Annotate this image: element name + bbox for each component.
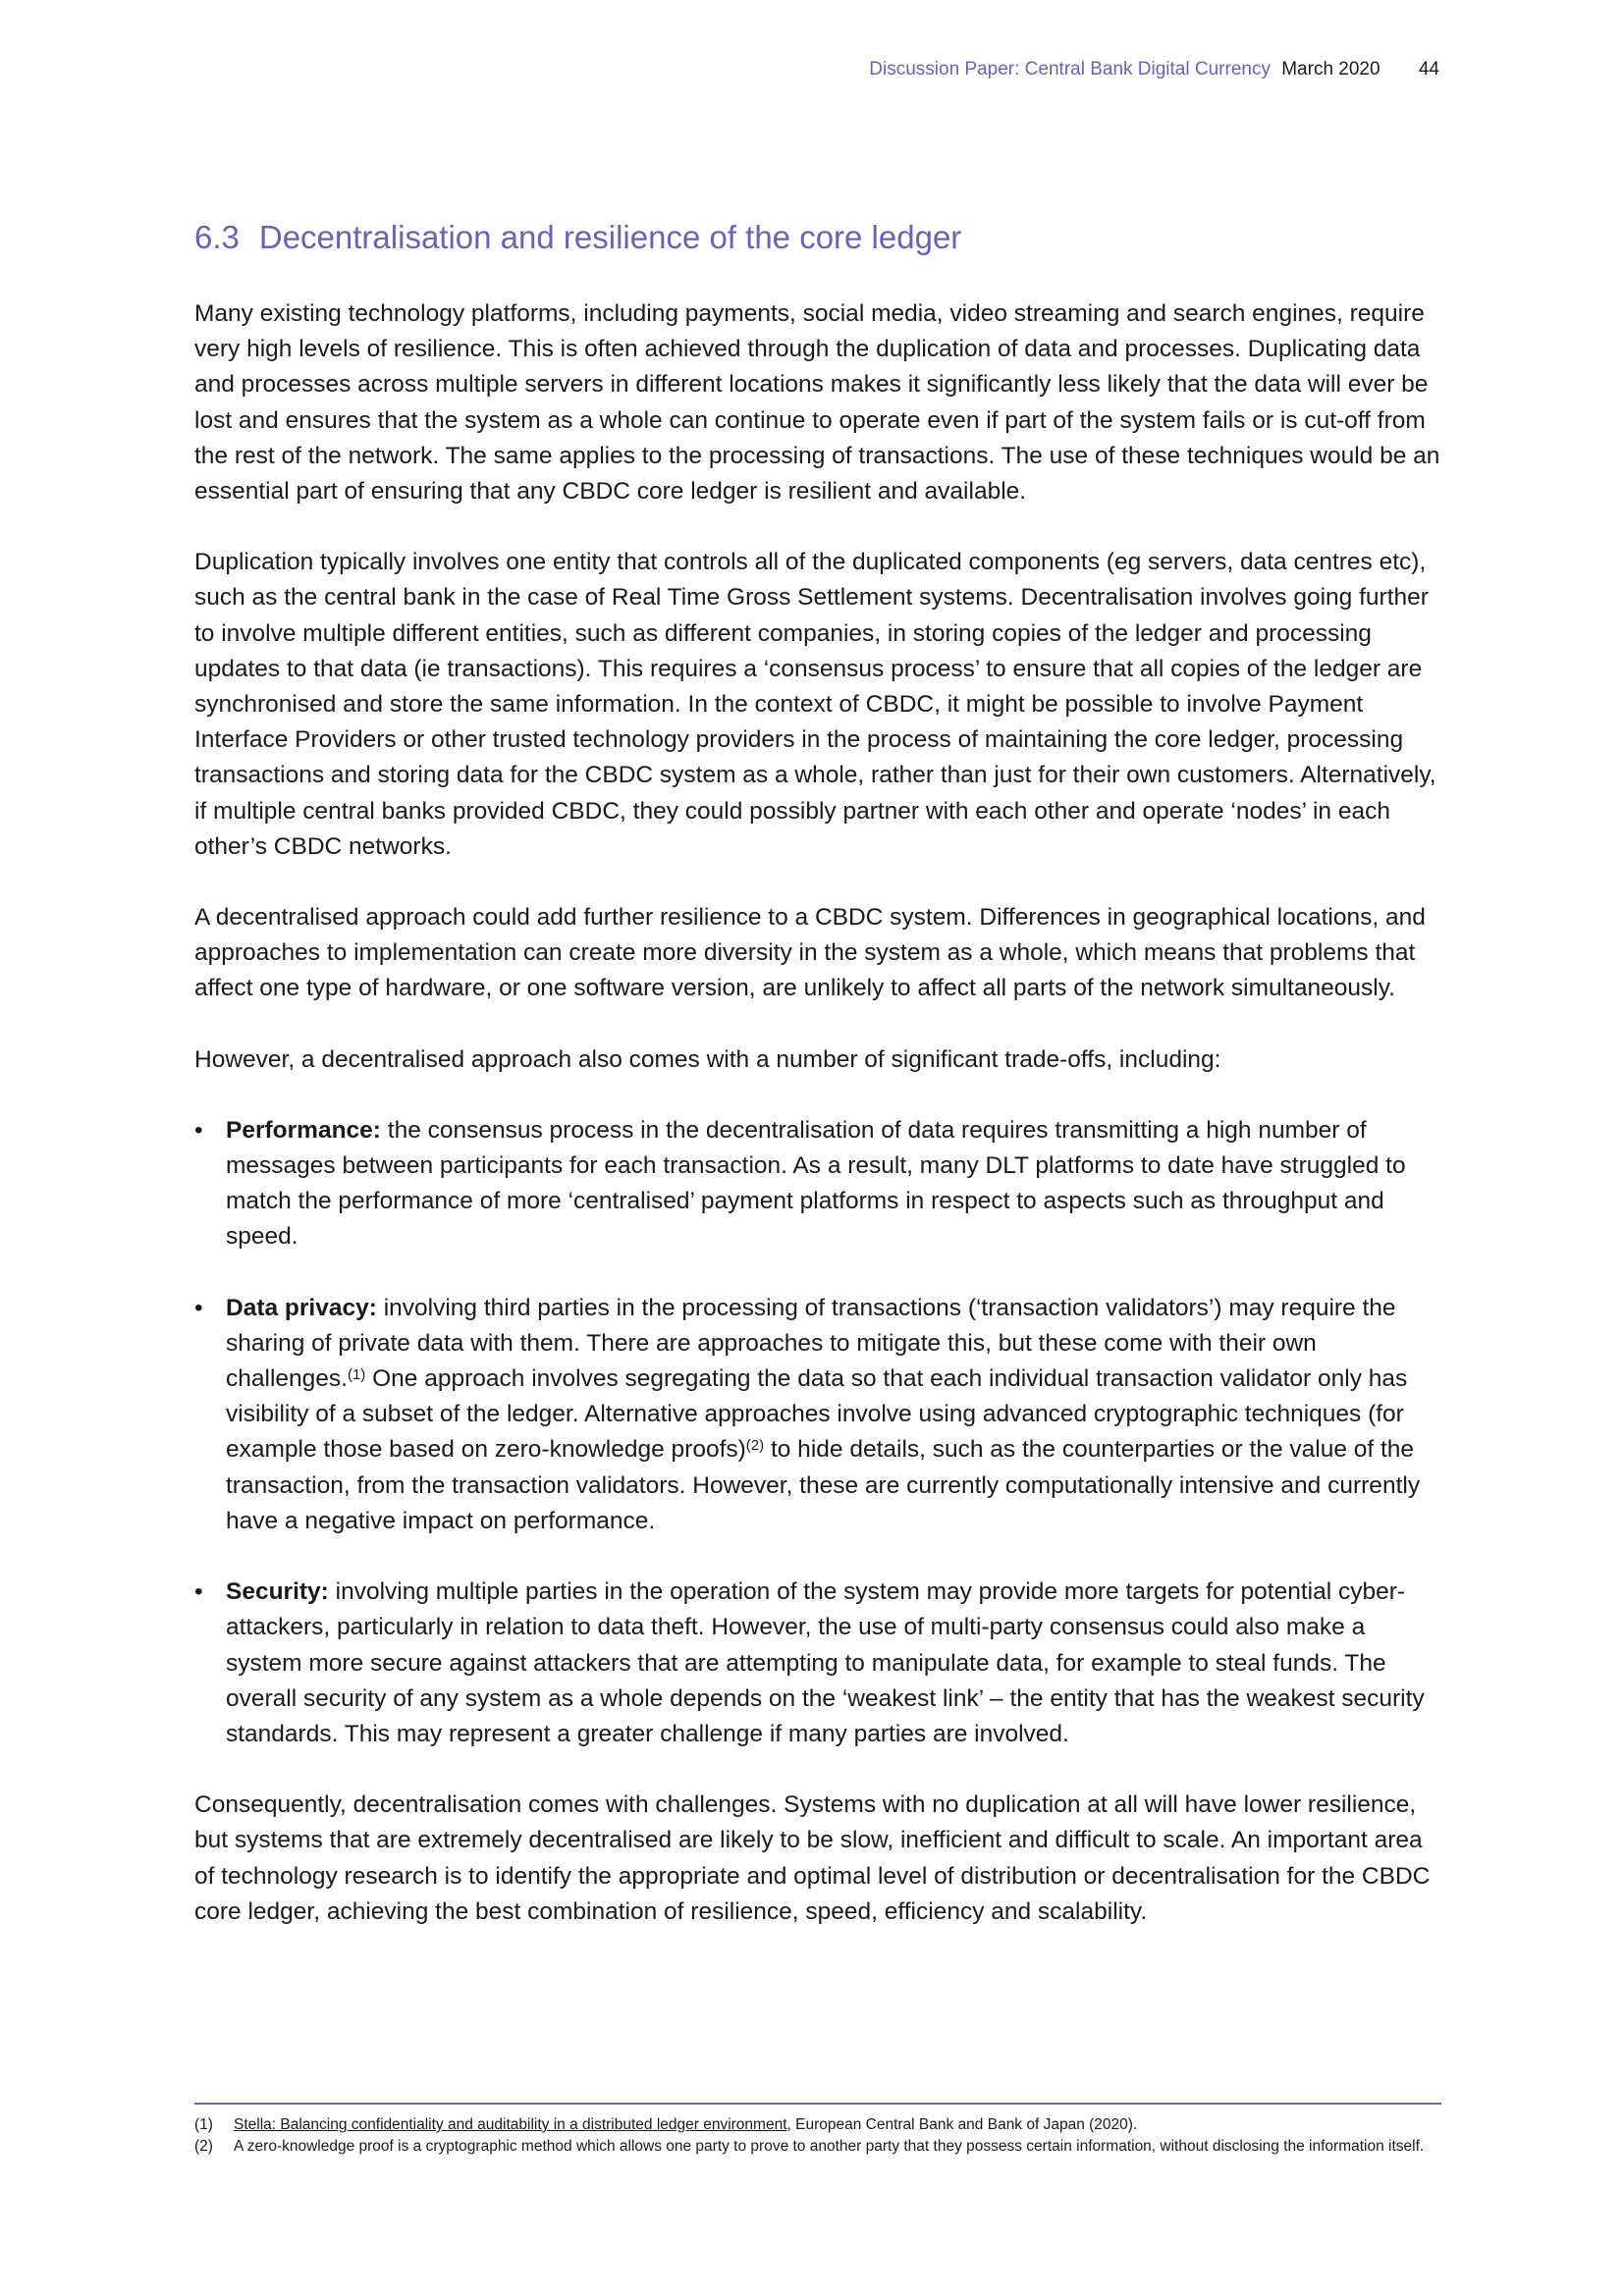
footnote-2 [194,2136,1441,2158]
footnote-1 [194,2114,1441,2136]
privacy-text-a: involving third parties in the processing of transactions (‘transaction validators’) may require the sharing of private data with them. There are approaches to mitigate this, but these come with their own challenges. [226,1294,1396,1393]
bullet-marker: • [194,1578,203,1606]
privacy-text-b: One approach involves segregating the data so that each individual transaction validator only has visibility of a subset of the ledger. Alternative approaches involve using advanced cryptographic techniques (for example those based on zero-knowledge proofs) [226,1365,1408,1464]
footnote-text [234,2114,1137,2136]
paragraph-decentralised-approach: A decentralised approach could add further resilience to a CBDC system. Differences in geographical locations, and approaches to implementation can create more diversity in the system as a whole, which means that problems that affect one type of hardware, or one software version, are unlikely to affect all parts of the network simultaneously. [194,904,1426,1002]
footnote-divider [194,2103,1441,2105]
main-content [194,214,1441,1965]
security-text: involving multiple parties in the operation of the system may provide more targets for potential cyber-attackers, particularly in relation to data theft. However, the use of multi-party consensus could also make a system more secure against attackers that are attempting to manipulate data, for example to steal funds. The overall security of any system as a whole depends on the ‘weakest link’ – the entity that has the weakest security standards. This may represent a greater challenge if many parties are involved. [226,1578,1425,1747]
running-header [869,59,1439,80]
footnotes [194,2114,1441,2158]
publication-date: March 2020 [1281,59,1380,80]
list-item-security [194,1575,1441,1752]
footnote-ref-2[interactable]: (2) [745,1437,765,1455]
bullet-marker: • [194,1116,203,1144]
performance-text: the consensus process in the decentralisation of data requires transmitting a high number of messages between participants for each transaction. As a result, many DLT platforms to date have struggled to match the performance of more ‘centralised’ payment platforms in respect to aspects such as throughput and speed. [226,1116,1406,1251]
section-number: 6.3 [194,219,240,255]
footnote-1-citation: , European Central Bank and Bank of Japan (2020). [786,2116,1138,2133]
paragraph-conclusion: Consequently, decentralisation comes with challenges. Systems with no duplication at all will have lower resilience, but systems that are extremely decentralised are likely to be slow, inefficient and difficult to scale. An important area of technology research is to identify the appropriate and optimal level of distribution or decentralisation for the CBDC core ledger, achieving the best combination of resilience, speed, efficiency and scalability. [194,1791,1431,1925]
list-item-performance [194,1113,1441,1255]
term-security: Security: [226,1578,329,1606]
section-title: Decentralisation and resilience of the core ledger [258,219,962,255]
bullet-marker: • [194,1294,203,1321]
series-title: Discussion Paper: Central Bank Digital Currency [869,59,1271,80]
section-heading [194,214,1441,261]
page-number: 44 [1418,59,1439,80]
footnote-text: A zero-knowledge proof is a cryptographic method which allows one party to prove to another party that they possess certain information, without disclosing the information itself. [234,2138,1425,2155]
paragraph-trade-offs-intro: However, a decentralised approach also comes with a number of significant trade-offs, including: [194,1045,1221,1073]
privacy-text-c: to hide details, such as the counterparties or the value of the transaction, from the transaction validators. However, these are currently computationally intensive and currently have a negative impact on performance. [226,1436,1421,1534]
footnote-number: (1) [194,2116,213,2133]
stella-report-link[interactable]: Stella: Balancing confidentiality and auditability in a distributed ledger environment [234,2116,787,2133]
trade-offs-list [194,1113,1441,1752]
term-data-privacy: Data privacy: [226,1294,377,1321]
footnote-number: (2) [194,2138,213,2155]
paragraph-duplication: Duplication typically involves one entity that controls all of the duplicated components (eg servers, data centres etc), such as the central bank in the case of Real Time Gross Settlement systems. Decentralisation involves going further to involve multiple different entities, such as different companies, in storing copies of the ledger and processing updates to that data (ie transactions). This requires a ‘consensus process’ to ensure that all copies of the ledger are synchronised and store the same information. In the context of CBDC, it might be possible to involve Payment Interface Providers or other trusted technology providers in the process of maintaining the core ledger, processing transactions and storing data for the CBDC system as a whole, rather than just for their own customers. Alternatively, if multiple central banks provided CBDC, they could possibly partner with each other and operate ‘nodes’ in each other’s CBDC networks. [194,549,1436,860]
paragraph-resilience: Many existing technology platforms, including payments, social media, video streaming and search engines, require very high levels of resilience. This is often achieved through the duplication of data and processes. Duplicating data and processes across multiple servers in different locations makes it significantly less likely that the data will ever be lost and ensures that the system as a whole can continue to operate even if part of the system fails or is cut-off from the rest of the network. The same applies to the processing of transactions. The use of these techniques would be an essential part of ensuring that any CBDC core ledger is resilient and available. [194,300,1440,506]
footnote-ref-1[interactable]: (1) [347,1366,366,1384]
list-item-data-privacy [194,1291,1441,1539]
term-performance: Performance: [226,1116,381,1144]
